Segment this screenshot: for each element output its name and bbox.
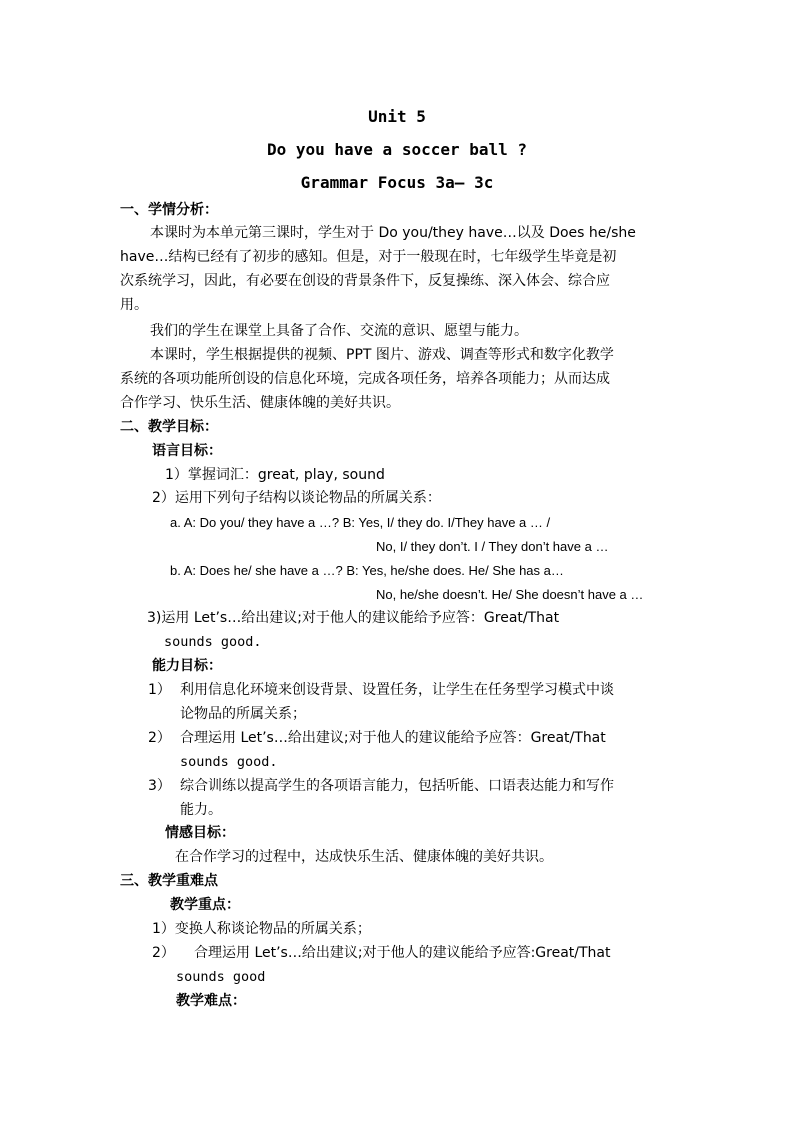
paragraph-line: 在合作学习的过程中，达成快乐生活、健康体魄的美好共识。 (175, 849, 553, 865)
example-line: No, he/she doesn’t. He/ She doesn’t have a … (376, 587, 644, 602)
list-item-continued: sounds good. (164, 634, 262, 650)
list-item: 合理运用 Let’s…给出建议;对于他人的建议能给予应答：Great/That (180, 730, 606, 746)
list-number: 3） (148, 778, 171, 794)
list-item: 合理运用 Let’s…给出建议;对于他人的建议能给予应答:Great/That (194, 945, 611, 961)
focus-title: Grammar Focus 3a– 3c (300, 173, 494, 192)
paragraph-line: 我们的学生在课堂上具备了合作、交流的意识、愿望与能力。 (150, 323, 528, 339)
subheading-key: 教学重点： (170, 897, 240, 913)
list-item: 3)运用 Let’s…给出建议;对于他人的建议能给予应答：Great/That (147, 610, 560, 626)
subheading-difficulty: 教学难点： (176, 993, 246, 1009)
example-line: a. A: Do you/ they have a …? B: Yes, I/ they do. I/They have a … / (170, 515, 551, 530)
subheading-emotion: 情感目标： (165, 825, 235, 841)
list-item-continued: sounds good. (180, 754, 278, 770)
paragraph-line: have…结构已经有了初步的感知。但是，对于一般现在时，七年级学生毕竟是初 (120, 249, 617, 265)
list-number: 1） (148, 682, 171, 698)
paragraph-line: 系统的各项功能所创设的信息化环境，完成各项任务，培养各项能力；从而达成 (120, 371, 610, 387)
paragraph-line: 次系统学习，因此，有必要在创设的背景条件下，反复操练、深入体会、综合应 (120, 273, 610, 289)
lesson-title: Do you have a soccer ball ? (266, 140, 528, 159)
list-number: 2） (152, 945, 175, 961)
paragraph-line: 本课时为本单元第三课时，学生对于 Do you/they have…以及 Does he/she (150, 225, 636, 241)
list-item-continued: 能力。 (180, 802, 222, 818)
paragraph-line: 本课时，学生根据提供的视频、PPT 图片、游戏、调查等形式和数字化教学 (150, 347, 614, 363)
list-item-continued: sounds good (176, 969, 266, 985)
paragraph-line: 用。 (120, 297, 148, 313)
example-line: b. A: Does he/ she have a …? B: Yes, he/she does. He/ She has a… (170, 563, 564, 578)
example-line: No, I/ they don’t. I / They don’t have a … (376, 539, 609, 554)
unit-title: Unit 5 (368, 107, 426, 126)
list-item: 综合训练以提高学生的各项语言能力，包括听能、口语表达能力和写作 (180, 778, 614, 794)
subheading-language: 语言目标： (152, 443, 222, 459)
section-heading-key-points: 三、教学重难点 (120, 873, 218, 889)
list-item: 利用信息化环境来创设背景、设置任务，让学生在任务型学习模式中谈 (180, 682, 614, 698)
subheading-ability: 能力目标： (152, 658, 222, 674)
section-heading-analysis: 一、学情分析： (120, 202, 218, 218)
list-item: 1）变换人称谈论物品的所属关系； (152, 921, 371, 937)
list-item: 1）掌握词汇：great, play, sound (165, 467, 385, 483)
list-item-continued: 论物品的所属关系； (180, 706, 306, 722)
paragraph-line: 合作学习、快乐生活、健康体魄的美好共识。 (120, 395, 400, 411)
list-number: 2） (148, 730, 171, 746)
section-heading-objectives: 二、教学目标： (120, 419, 218, 435)
list-item: 2）运用下列句子结构以谈论物品的所属关系： (152, 490, 441, 506)
